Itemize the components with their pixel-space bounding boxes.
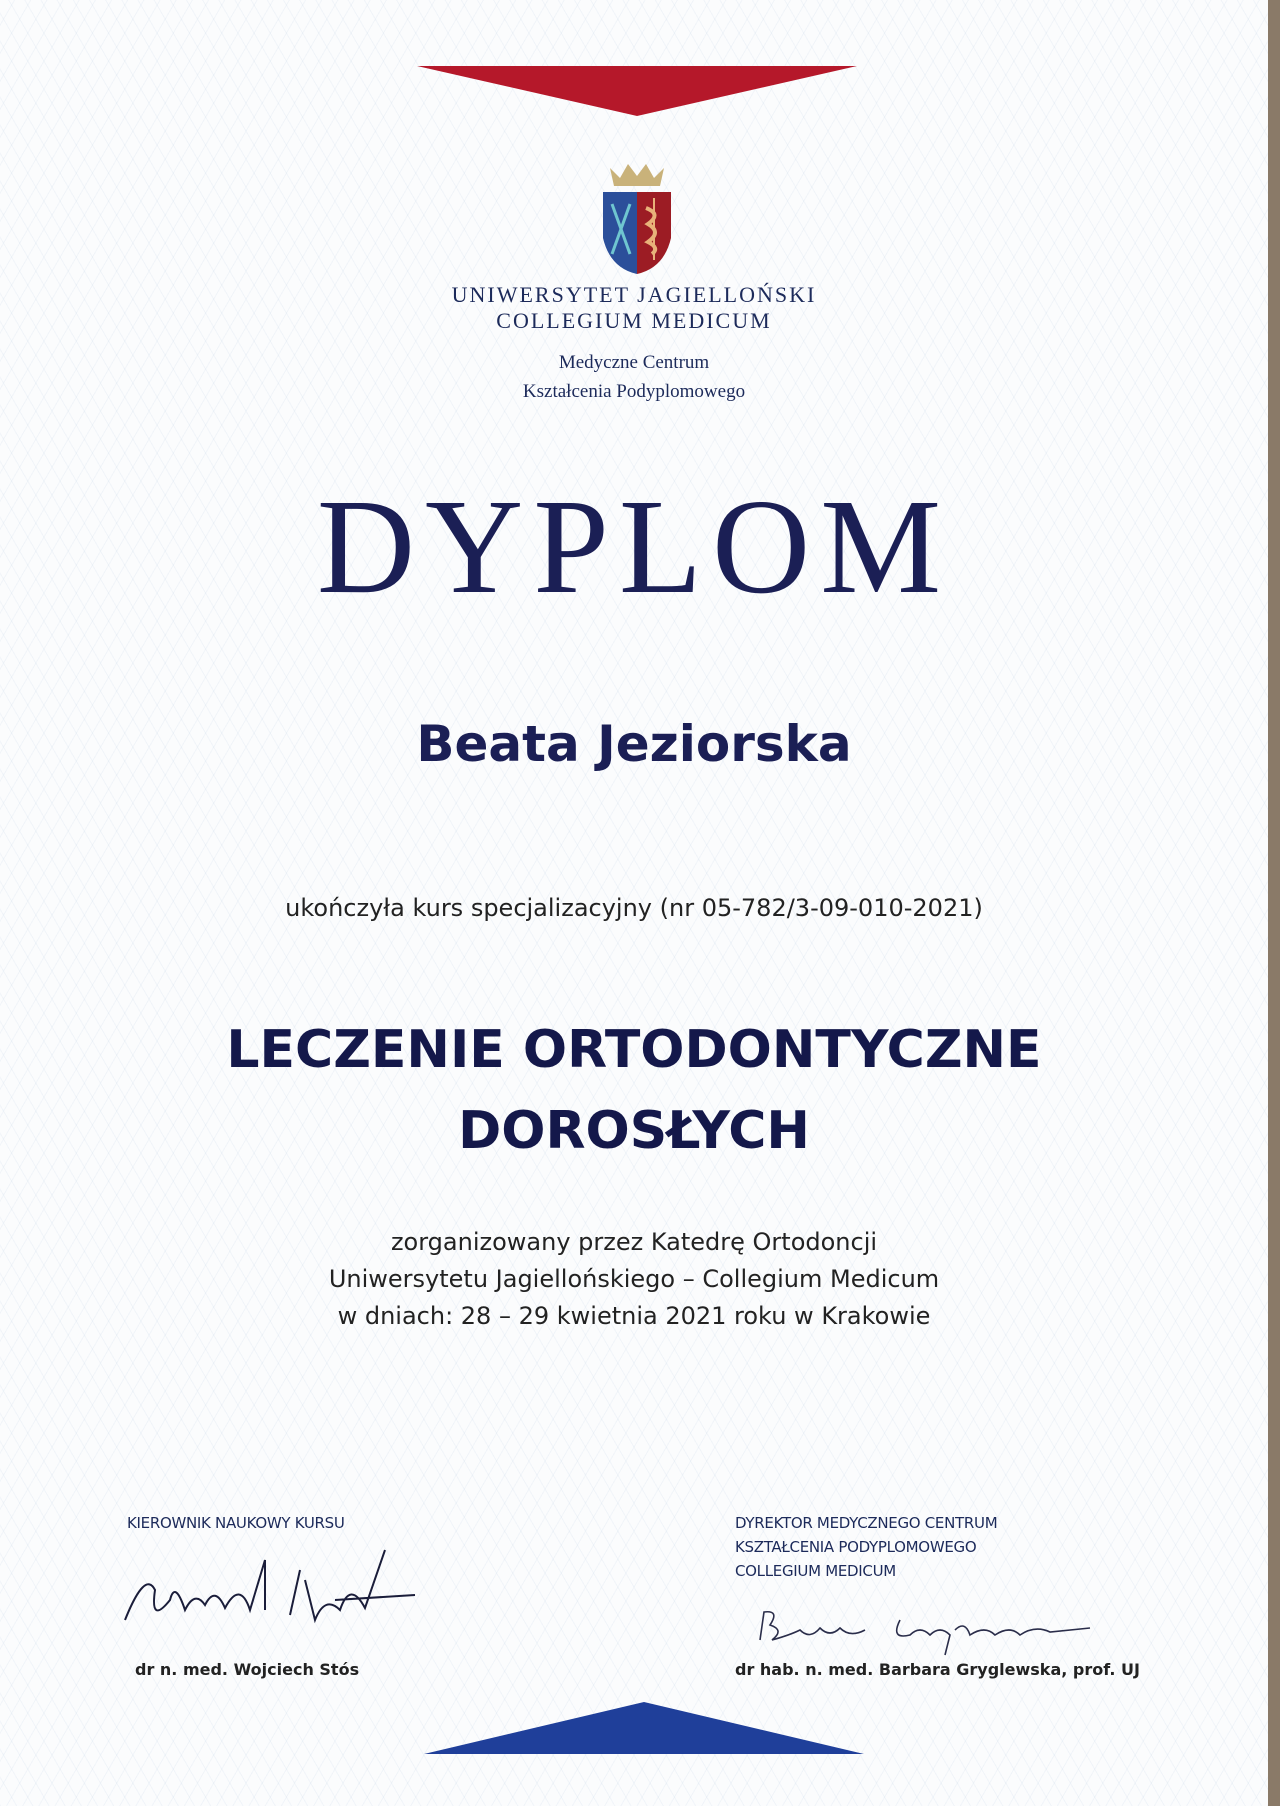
faculty-name: COLLEGIUM MEDICUM	[496, 308, 772, 333]
details-line3: w dniach: 28 – 29 kwietnia 2021 roku w Krakowie	[337, 1302, 931, 1330]
recipient-name: Beata Jeziorska	[416, 715, 852, 773]
course-title-line2: DOROSŁYCH	[458, 1101, 810, 1161]
right-signatory-role-line2: KSZTAŁCENIA PODYPLOMOWEGO	[735, 1538, 977, 1556]
left-handwritten-signature	[115, 1540, 435, 1650]
bottom-blue-triangle	[424, 1702, 864, 1754]
left-signatory-name: dr n. med. Wojciech Stós	[135, 1660, 360, 1679]
details-line2: Uniwersytetu Jagiellońskiego – Collegium Medicum	[328, 1265, 940, 1293]
center-name-line1: Medyczne Centrum	[558, 352, 710, 373]
right-signatory-role-line1: DYREKTOR MEDYCZNEGO CENTRUM	[735, 1514, 998, 1532]
top-red-triangle	[417, 66, 857, 116]
coat-of-arms-logo	[600, 158, 674, 276]
right-signatory-role-line3: COLLEGIUM MEDICUM	[735, 1562, 896, 1580]
left-signatory-role: KIEROWNIK NAUKOWY KURSU	[127, 1514, 345, 1532]
university-name: UNIWERSYTET JAGIELLOŃSKI	[451, 282, 817, 307]
document-title: DYPLOM	[316, 472, 952, 622]
completion-text: ukończyła kurs specjalizacyjny (nr 05-782/3-09-010-2021)	[285, 894, 983, 922]
right-handwritten-signature	[750, 1600, 1110, 1660]
course-title-line1: LECZENIE ORTODONTYCZNE	[226, 1020, 1042, 1080]
details-line1: zorganizowany przez Katedrę Ortodoncji	[390, 1228, 878, 1256]
right-signatory-name: dr hab. n. med. Barbara Gryglewska, prof. UJ	[735, 1660, 1140, 1679]
center-name-line2: Kształcenia Podyplomowego	[522, 381, 746, 402]
